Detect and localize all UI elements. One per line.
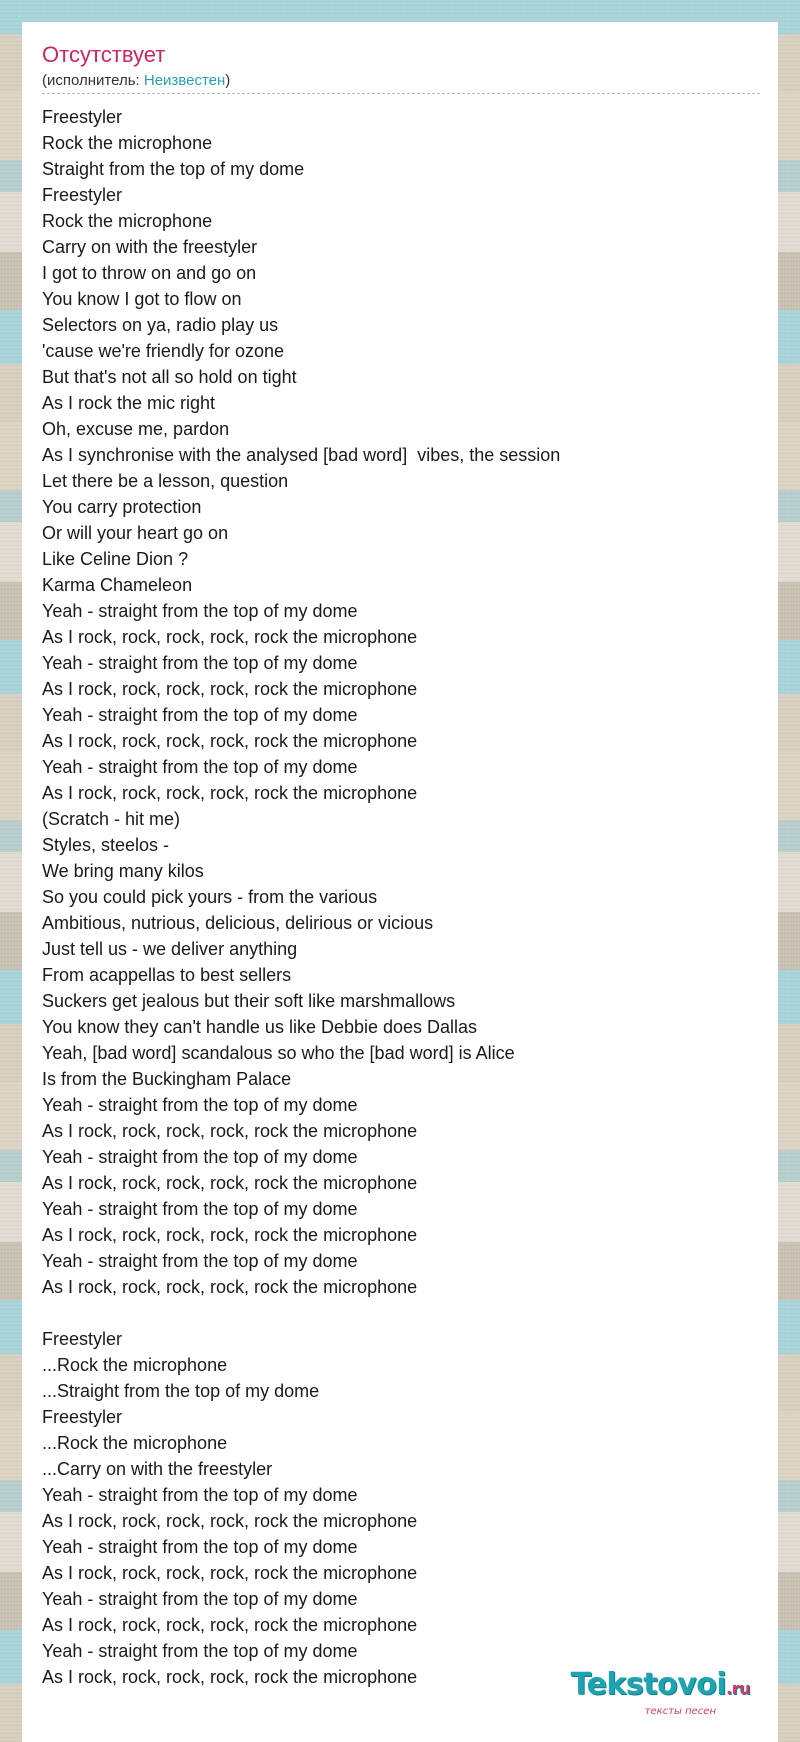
logo-tagline: тексты песен <box>644 1706 716 1717</box>
lyrics-text <box>42 104 762 1690</box>
lyric-line: Like Celine Dion ? <box>42 549 189 569</box>
lyric-line: Freestyler <box>42 107 123 127</box>
lyric-line: Yeah - straight from the top of my dome <box>42 653 358 673</box>
lyric-line: Yeah - straight from the top of my dome <box>42 1589 358 1609</box>
lyric-line: ...Carry on with the freestyler <box>42 1459 273 1479</box>
lyric-line: Yeah - straight from the top of my dome <box>42 705 358 725</box>
lyric-line: Yeah - straight from the top of my dome <box>42 601 358 621</box>
lyric-line: As I rock the mic right <box>42 393 216 413</box>
lyric-line: Rock the microphone <box>42 211 213 231</box>
lyric-line: 'cause we're friendly for ozone <box>42 341 284 361</box>
lyric-line: Freestyler <box>42 1407 123 1427</box>
lyric-line: You carry protection <box>42 497 202 517</box>
lyric-line: Freestyler <box>42 1329 123 1349</box>
lyric-line: As I rock, rock, rock, rock, rock the microphone <box>42 679 418 699</box>
lyric-line: Yeah - straight from the top of my dome <box>42 1641 358 1661</box>
lyric-line: As I rock, rock, rock, rock, rock the microphone <box>42 1277 418 1297</box>
artist-prefix: (исполнитель: <box>42 72 144 89</box>
lyric-line: Yeah, [bad word] scandalous so who the [bad word] is Alice <box>42 1043 515 1063</box>
lyric-line: ...Rock the microphone <box>42 1355 228 1375</box>
lyric-line: We bring many kilos <box>42 861 204 881</box>
lyric-line: ...Straight from the top of my dome <box>42 1381 320 1401</box>
lyric-line: Is from the Buckingham Palace <box>42 1069 292 1089</box>
lyric-line: Let there be a lesson, question <box>42 471 289 491</box>
lyric-line: As I rock, rock, rock, rock, rock the microphone <box>42 1667 418 1687</box>
lyric-line: As I rock, rock, rock, rock, rock the microphone <box>42 627 418 647</box>
logo-wordmark <box>571 1668 750 1706</box>
lyric-line: As I synchronise with the analysed [bad word] vibes, the session <box>42 445 561 465</box>
song-title: Отсутствует <box>42 42 166 67</box>
lyric-line: You know I got to flow on <box>42 289 242 309</box>
lyric-line: Freestyler <box>42 185 123 205</box>
lyric-line: So you could pick yours - from the various <box>42 887 378 907</box>
lyric-line: Selectors on ya, radio play us <box>42 315 279 335</box>
lyric-line: As I rock, rock, rock, rock, rock the microphone <box>42 731 418 751</box>
lyric-line: As I rock, rock, rock, rock, rock the microphone <box>42 1615 418 1635</box>
lyric-line: Karma Chameleon <box>42 575 193 595</box>
logo-name: Tekstovoi <box>570 1667 727 1702</box>
lyric-line: As I rock, rock, rock, rock, rock the microphone <box>42 783 418 803</box>
lyric-line: Just tell us - we deliver anything <box>42 939 298 959</box>
lyrics-card <box>22 22 778 1742</box>
lyric-line: ...Rock the microphone <box>42 1433 228 1453</box>
lyric-line: Yeah - straight from the top of my dome <box>42 1199 358 1219</box>
lyric-line: As I rock, rock, rock, rock, rock the microphone <box>42 1173 418 1193</box>
title-divider <box>42 93 760 94</box>
artist-link[interactable]: Неизвестен <box>143 72 226 89</box>
lyric-line: As I rock, rock, rock, rock, rock the microphone <box>42 1511 418 1531</box>
lyric-line: As I rock, rock, rock, rock, rock the microphone <box>42 1563 418 1583</box>
lyric-line: You know they can't handle us like Debbie does Dallas <box>42 1017 478 1037</box>
lyric-line: As I rock, rock, rock, rock, rock the microphone <box>42 1121 418 1141</box>
lyric-line: Yeah - straight from the top of my dome <box>42 1485 358 1505</box>
lyric-line: Ambitious, nutrious, delicious, delirious or vicious <box>42 913 434 933</box>
lyric-line: (Scratch - hit me) <box>42 809 181 829</box>
lyric-line: Yeah - straight from the top of my dome <box>42 1537 358 1557</box>
lyric-line: Oh, excuse me, pardon <box>42 419 230 439</box>
lyric-line: Styles, steelos - <box>42 835 170 855</box>
lyric-line: Yeah - straight from the top of my dome <box>42 1251 358 1271</box>
lyric-line: Straight from the top of my dome <box>42 159 305 179</box>
artist-suffix: ) <box>225 72 231 89</box>
site-logo[interactable] <box>540 1668 750 1724</box>
lyric-line: Carry on with the freestyler <box>42 237 258 257</box>
lyric-line: Rock the microphone <box>42 133 213 153</box>
lyric-line: Suckers get jealous but their soft like marshmallows <box>42 991 456 1011</box>
lyric-line: From acappellas to best sellers <box>42 965 292 985</box>
lyric-line: But that's not all so hold on tight <box>42 367 297 387</box>
lyric-line: Or will your heart go on <box>42 523 229 543</box>
artist-line <box>42 72 230 90</box>
lyric-line: Yeah - straight from the top of my dome <box>42 757 358 777</box>
lyric-line: Yeah - straight from the top of my dome <box>42 1147 358 1167</box>
logo-tld: .ru <box>726 1679 750 1698</box>
lyric-line: As I rock, rock, rock, rock, rock the microphone <box>42 1225 418 1245</box>
lyric-line: Yeah - straight from the top of my dome <box>42 1095 358 1115</box>
lyric-line: I got to throw on and go on <box>42 263 257 283</box>
lyric-line <box>42 1300 762 1326</box>
